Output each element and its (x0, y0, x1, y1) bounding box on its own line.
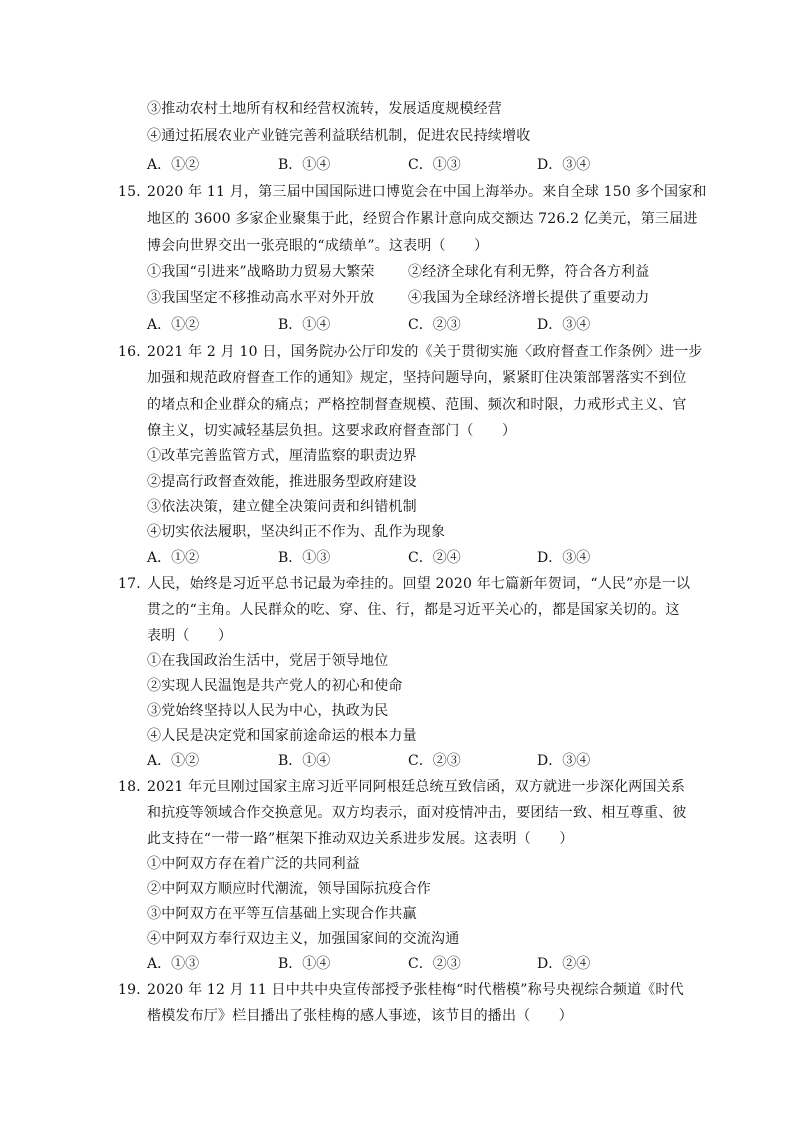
q16-number: 16． (118, 344, 151, 360)
q17-number: 17． (118, 576, 151, 592)
q18-choice-a: A．①③ (147, 956, 200, 972)
q14-choice-c: C．①③ (408, 157, 461, 173)
q14-option-3: ③推动农村土地所有权和经营权流转，发展适度规模经营 (147, 101, 502, 117)
q14-choice-a: A．①② (147, 157, 200, 173)
q19-stem-line-1: 2020 年 12 月 11 日中共中央宣传部授予张桂梅“时代楷模”称号央视综合频道《时代 (147, 982, 684, 998)
q19-number: 19． (118, 982, 151, 998)
q16-stem-line-4: 僚主义，切实减轻基层负担。这要求政府督查部门（ ） (147, 423, 517, 439)
q15-option-4: ④我国为全球经济增长提供了重要动力 (408, 290, 650, 306)
q18-choice-b: B．①④ (278, 956, 331, 972)
q17-option-2: ②实现人民温饱是共产党人的初心和使命 (147, 678, 403, 694)
q14-choice-d: D．③④ (537, 157, 591, 173)
q17-stem-line-3: 表明（ ） (147, 628, 233, 644)
q16-stem-line-1: 2021 年 2 月 10 日，国务院办公厅印发的《关于贯彻实施〈政府督查工作条例〉进一步 (147, 344, 703, 360)
q16-stem-line-3: 的堵点和企业群众的痛点；严格控制督查规模、范围、频次和时限，力戒形式主义、官 (147, 397, 687, 413)
q18-stem-line-2: 和抗疫等领域合作交换意见。双方均表示，面对疫情冲击，要团结一致、相互尊重、彼 (147, 805, 687, 821)
q17-choice-c: C．②③ (408, 753, 461, 769)
q18-choice-c: C．②③ (408, 956, 461, 972)
q16-choice-a: A．①② (147, 550, 200, 566)
q17-choice-a: A．①② (147, 753, 200, 769)
q19-stem-line-2: 楷模发布厅》栏目播出了张桂梅的感人事迹，该节目的播出（ ） (147, 1008, 573, 1024)
q18-number: 18． (118, 779, 151, 795)
q18-option-2: ②中阿双方顺应时代潮流，领导国际抗疫合作 (147, 881, 431, 897)
q17-option-3: ③党始终坚持以人民为中心，执政为民 (147, 703, 389, 719)
q15-stem-line-2: 地区的 3600 多家企业聚集于此，经贸合作累计意向成交额达 726.2 亿美元，第三届进 (147, 211, 698, 227)
q15-stem-line-3: 博会向世界交出一张亮眼的“成绩单”。这表明（ ） (147, 238, 489, 254)
q15-choice-b: B．①④ (278, 317, 331, 333)
q15-choice-a: A．①② (147, 317, 200, 333)
q18-stem-line-1: 2021 年元旦刚过国家主席习近平同阿根廷总统互致信函，双方就进一步深化两国关系 (147, 779, 686, 795)
q15-number: 15． (118, 184, 151, 200)
q15-choice-d: D．③④ (537, 317, 591, 333)
q18-option-3: ③中阿双方在平等互信基础上实现合作共赢 (147, 906, 417, 922)
q15-stem-line-1: 2020 年 11 月，第三届中国国际进口博览会在中国上海举办。来自全球 150 多个国家和 (147, 184, 707, 200)
q16-choice-b: B．①③ (278, 550, 331, 566)
q15-option-1: ①我国“引进来”战略助力贸易大繁荣 (147, 264, 375, 280)
q16-option-4: ④切实依法履职，坚决纠正不作为、乱作为现象 (147, 524, 446, 540)
q16-stem-line-2: 加强和规范政府督查工作的通知》规定，坚持问题导向，紧紧盯住决策部署落实不到位 (147, 370, 687, 386)
q15-option-2: ②经济全球化有利无弊，符合各方利益 (408, 264, 650, 280)
q14-option-4: ④通过拓展农业产业链完善利益联结机制，促进农民持续增收 (147, 128, 531, 144)
q18-choice-d: D．②④ (537, 956, 591, 972)
q16-choice-c: C．②④ (408, 550, 461, 566)
q17-option-1: ①在我国政治生活中，党居于领导地位 (147, 653, 389, 669)
q17-stem-line-1: 人民，始终是习近平总书记最为牵挂的。回望 2020 年七篇新年贺词，“人民”亦是一以 (147, 576, 691, 592)
q17-stem-line-2: 贯之的“主角。人民群众的吃、穿、住、行，都是习近平关心的，都是国家关切的。这 (147, 602, 680, 618)
q14-choice-b: B．①④ (278, 157, 331, 173)
q17-option-4: ④人民是决定党和国家前途命运的根本力量 (147, 728, 417, 744)
q16-option-1: ①改革完善监管方式，厘清监察的职责边界 (147, 448, 417, 464)
q15-option-3: ③我国坚定不移推动高水平对外开放 (147, 290, 375, 306)
q15-choice-c: C．②③ (408, 317, 461, 333)
q18-option-4: ④中阿双方奉行双边主义，加强国家间的交流沟通 (147, 931, 460, 947)
q17-choice-b: B．①④ (278, 753, 331, 769)
q18-stem-line-3: 此支持在“一带一路”框架下推动双边关系进步发展。这表明（ ） (147, 831, 574, 847)
q16-option-2: ②提高行政督查效能，推进服务型政府建设 (147, 474, 417, 490)
q16-choice-d: D．③④ (537, 550, 591, 566)
q17-choice-d: D．③④ (537, 753, 591, 769)
q16-option-3: ③依法决策，建立健全决策问责和纠错机制 (147, 499, 417, 515)
q18-option-1: ①中阿双方存在着广泛的共同利益 (147, 856, 360, 872)
